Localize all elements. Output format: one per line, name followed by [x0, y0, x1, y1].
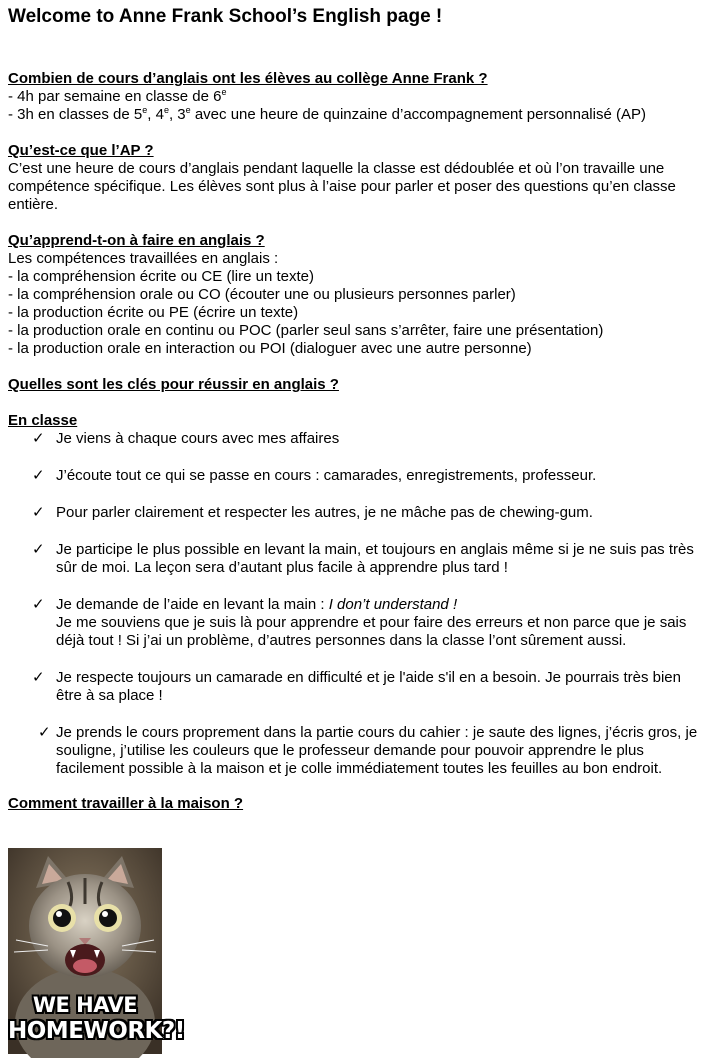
- question-keys-to-success: Quelles sont les clés pour réussir en anglais ?: [8, 376, 339, 393]
- page-title: Welcome to Anne Frank School’s English page !: [8, 6, 443, 27]
- checkmark-icon: ✓: [32, 467, 45, 484]
- question-ap: Qu’est-ce que l’AP ?: [8, 142, 154, 159]
- subheading-in-class: En classe: [8, 412, 78, 429]
- in-class-checklist: [8, 430, 708, 778]
- skills-intro: Les compétences travaillées en anglais :: [8, 250, 279, 267]
- list-item: ✓ Je participe le plus possible en levant la main, et toujours en anglais même si je ne suis pas très sûr de moi. La leçon sera d’autant plus facile à apprendre plus tard !: [32, 541, 694, 576]
- checkmark-icon: ✓: [38, 724, 51, 741]
- homework-meme-image: [8, 848, 185, 1054]
- checkmark-icon: ✓: [32, 596, 45, 613]
- list-item: ✓ J’écoute tout ce qui se passe en cours : camarades, enregistrements, professeur.: [32, 467, 597, 484]
- checkmark-icon: ✓: [32, 541, 45, 558]
- checkmark-icon: ✓: [32, 504, 45, 521]
- list-item: ✓ Pour parler clairement et respecter les autres, je ne mâche pas de chewing-gum.: [32, 504, 593, 521]
- ap-explanation: C’est une heure de cours d’anglais pendant laquelle la classe est dédoublée et où l’on travaille une compétence spécifique. Les élèves sont plus à l’aise pour parler et poser des questions qu’en classe entière.: [8, 160, 676, 213]
- list-item: ✓ Je demande de l’aide en levant la main : I don’t understand ! Je me souviens que je suis là pour apprendre et pour faire des erreurs et non parce que je sais déjà tout ! Si j’ai un problème, d’autres personnes dans la classe l’ont sûrement aussi.: [32, 596, 687, 649]
- checkmark-icon: ✓: [32, 430, 45, 447]
- document-page: [8, 6, 708, 813]
- question-homework: Comment travailler à la maison ?: [8, 795, 244, 812]
- skill-item: - la compréhension écrite ou CE (lire un texte): [8, 268, 314, 285]
- meme-caption-line2: HOMEWORK?!: [8, 1018, 185, 1044]
- skill-item: - la production orale en interaction ou POI (dialoguer avec une autre personne): [8, 340, 532, 357]
- skill-item: - la production écrite ou PE (écrire un texte): [8, 304, 299, 321]
- checkmark-icon: ✓: [32, 669, 45, 686]
- question-course-hours: Combien de cours d’anglais ont les élèves au collège Anne Frank ?: [8, 70, 488, 87]
- hours-line-5e-4e-3e: - 3h en classes de 5e, 4e, 3e avec une heure de quinzaine d’accompagnement personnalisé (AP): [8, 105, 646, 123]
- skill-item: - la production orale en continu ou POC (parler seul sans s’arrêter, faire une présentation): [8, 322, 604, 339]
- list-item: ✓ Je viens à chaque cours avec mes affaires: [32, 430, 340, 447]
- meme-caption-line1: WE HAVE: [32, 993, 138, 1017]
- list-item: ✓ Je prends le cours proprement dans la partie cours du cahier : je saute des lignes, j’écris gros, je souligne, j’utilise les couleurs que le professeur demande pour pouvoir apprendre le plus facilement possible à la maison et je colle immédiatement toutes les feuilles au bon endroit.: [38, 724, 698, 777]
- hours-line-6e: - 4h par semaine en classe de 6e: [8, 87, 227, 105]
- question-skills: Qu’apprend-t-on à faire en anglais ?: [8, 232, 265, 249]
- list-item: ✓ Je respecte toujours un camarade en difficulté et je l'aide s'il en a besoin. Je pourrais très bien être à sa place !: [32, 669, 681, 704]
- skill-item: - la compréhension orale ou CO (écouter une ou plusieurs personnes parler): [8, 286, 516, 303]
